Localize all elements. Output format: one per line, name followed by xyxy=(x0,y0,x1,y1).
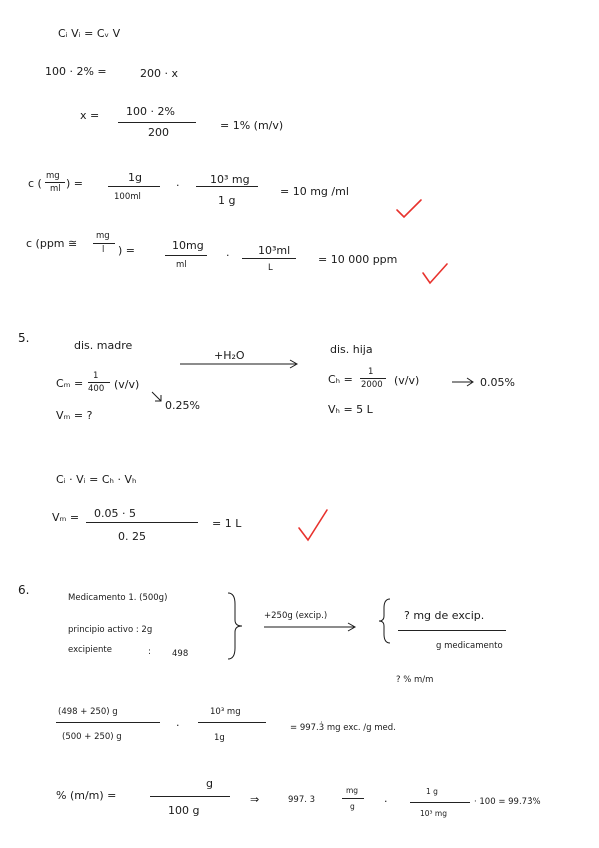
calc-f2-denominator: 1g xyxy=(214,733,225,743)
mgml-f1-bar xyxy=(108,186,160,187)
arrow-right-icon xyxy=(178,358,302,370)
vm-unknown: Vₘ = ? xyxy=(56,409,93,422)
checkmark-icon xyxy=(296,508,330,544)
madre-title: dis. madre xyxy=(74,339,133,352)
water-arrow-label: +H₂O xyxy=(214,349,245,362)
mgml-lhs-num: mg xyxy=(46,171,60,181)
cm-unit: (v/v) xyxy=(114,378,140,391)
vm-result: = 1 L xyxy=(212,517,242,530)
percent-mm-bar xyxy=(150,796,230,797)
mgml-lhs-bar xyxy=(45,182,65,183)
pm-value-bar xyxy=(342,798,364,799)
checkmark-icon xyxy=(394,198,424,220)
vm-lhs: Vₘ = xyxy=(52,511,80,524)
arrow-right-icon xyxy=(262,622,358,632)
calc-fraction-bar xyxy=(56,722,160,723)
cf-percent: 0.05% xyxy=(480,376,515,389)
percent-mm-lhs: % (m/m) = xyxy=(56,789,117,802)
ppm-lhs-num: mg xyxy=(96,231,110,241)
cf-unit: (v/v) xyxy=(394,374,420,387)
calc-result: = 997.3̇ mg exc. /g med. xyxy=(290,723,396,733)
vm-numerator: 0.05 · 5 xyxy=(94,507,136,520)
cm-bar xyxy=(88,382,110,383)
percent-question: ? % m/m xyxy=(396,675,434,685)
x-numerator: 100 · 2% xyxy=(126,105,175,118)
mgml-f1-den: 100ml xyxy=(114,192,141,202)
right-brace-icon xyxy=(224,590,248,662)
dilution-equation: Cᵢ · Vᵢ = Cₕ · Vₕ xyxy=(56,473,137,486)
vm-fraction-bar xyxy=(86,522,198,523)
calc-numerator: (498 + 250) g xyxy=(58,707,118,717)
ppm-dot: · xyxy=(226,249,230,262)
right-fraction-bar xyxy=(398,630,506,631)
cf-num: 1 xyxy=(368,367,374,377)
pm-dot: · xyxy=(384,795,388,808)
pm-value-num: mg xyxy=(346,786,359,795)
cm-den: 400 xyxy=(88,384,105,394)
pm-result: · 100 = 99.73̇% xyxy=(474,797,541,807)
ppm-lhs-den: l xyxy=(102,245,105,255)
pm-value: 997. 3 xyxy=(288,795,316,805)
ppm-f1-num: 10mg xyxy=(172,239,204,252)
ppm-f1-bar xyxy=(165,255,207,256)
principio-activo-label: principio activo : 2g xyxy=(68,625,153,635)
right-denominator: g medicamento xyxy=(436,641,503,651)
dilution-substitution: 100 · 2% = xyxy=(45,65,107,78)
excipiente-value: 498 xyxy=(172,649,189,659)
cm-percent: 0.25% xyxy=(165,399,200,412)
ppm-f2-bar xyxy=(242,258,296,259)
dilution-formula: Cᵢ Vᵢ = Cᵥ V xyxy=(58,27,121,40)
dilution-substitution-rhs: 200 · x xyxy=(140,67,178,80)
mgml-lhs-close: ) = xyxy=(66,177,84,190)
add-excipient-label: +250g (excip.) xyxy=(264,611,328,621)
calc-dot: · xyxy=(176,719,180,732)
excipiente-colon: : xyxy=(148,647,151,657)
pm-f-denominator: 10³ mg xyxy=(420,809,448,818)
ppm-f2-num: 10³ml xyxy=(258,244,291,257)
arrow-down-right-icon xyxy=(150,390,164,404)
cf-den: 2000 xyxy=(361,380,383,390)
cf-lhs: Cₕ = xyxy=(328,373,353,386)
implies-arrow-icon: ⇒ xyxy=(250,793,260,806)
cm-num: 1 xyxy=(93,371,99,381)
x-fraction-bar xyxy=(118,122,196,123)
mgml-lhs: c ( xyxy=(28,177,42,190)
right-numerator: ? mg de excip. xyxy=(404,609,485,622)
ppm-f1-den: ml xyxy=(176,260,187,270)
question-number-5: 5. xyxy=(18,331,30,345)
left-brace-icon xyxy=(376,596,394,646)
hija-title: dis. hija xyxy=(330,343,373,356)
pm-f-numerator: 1 g xyxy=(426,787,438,796)
x-denominator: 200 xyxy=(148,126,169,139)
pm-value-den: g xyxy=(350,802,355,811)
x-label: x = xyxy=(80,109,100,122)
vf-value: Vₕ = 5 L xyxy=(328,403,373,416)
arrow-right-icon xyxy=(450,377,476,387)
medicamento-label: Medicamento 1. (500g) xyxy=(68,593,168,603)
cf-bar xyxy=(360,378,386,379)
mgml-f2-bar xyxy=(196,186,258,187)
question-number-6: 6. xyxy=(18,583,30,597)
mgml-f2-num: 10³ mg xyxy=(210,173,250,186)
ppm-lhs: c (ppm ≅ xyxy=(26,237,78,250)
percent-mm-numerator: g xyxy=(206,777,213,790)
ppm-lhs-bar xyxy=(93,243,115,244)
x-result: = 1% (m/v) xyxy=(220,119,284,132)
calc-f2-bar xyxy=(198,722,266,723)
checkmark-icon xyxy=(420,262,450,286)
mgml-result: = 10 mg /ml xyxy=(280,185,349,198)
cm-lhs: Cₘ = xyxy=(56,377,84,390)
ppm-lhs-close: ) = xyxy=(118,244,136,257)
percent-mm-denominator: 100 g xyxy=(168,804,200,817)
ppm-f2-den: L xyxy=(268,263,273,273)
calc-denominator: (500 + 250) g xyxy=(62,732,122,742)
excipiente-label: excipiente xyxy=(68,645,112,655)
calc-f2-numerator: 10³ mg xyxy=(210,707,241,717)
mgml-lhs-den: ml xyxy=(50,184,61,194)
mgml-dot: · xyxy=(176,179,180,192)
mgml-f2-den: 1 g xyxy=(218,194,236,207)
pm-f-bar xyxy=(410,802,470,803)
vm-denominator: 0. 25 xyxy=(118,530,146,543)
mgml-f1-num: 1g xyxy=(128,171,142,184)
ppm-result: = 10 000 ppm xyxy=(318,253,398,266)
